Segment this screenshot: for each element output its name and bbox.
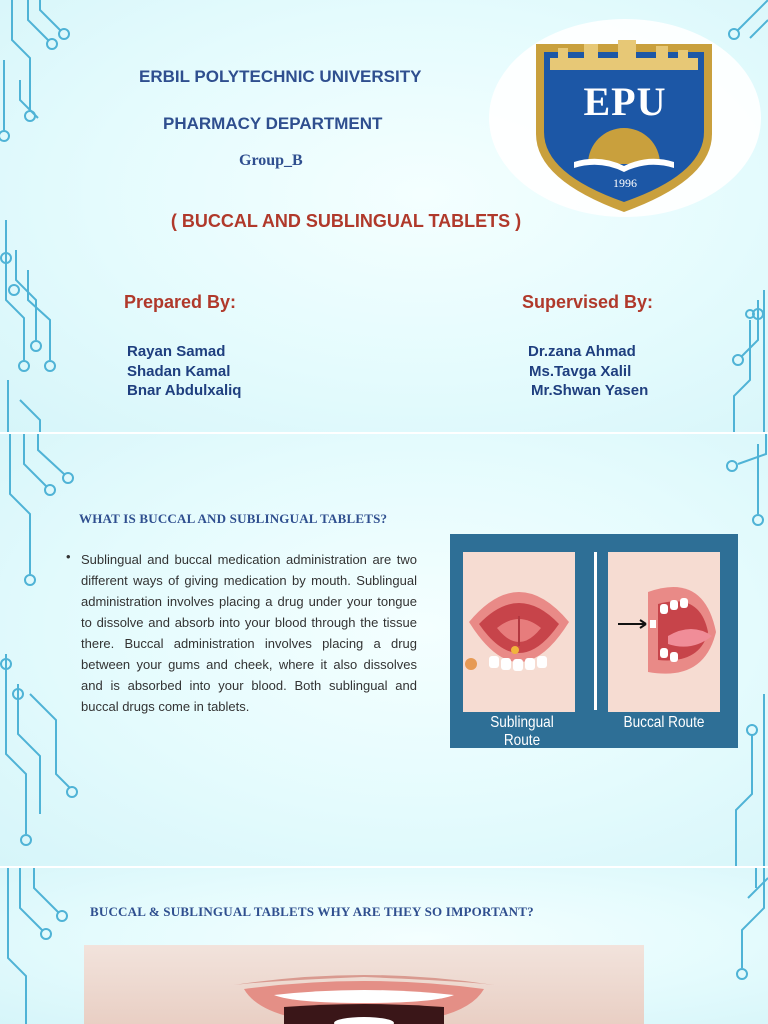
prepared-names-list	[127, 342, 241, 401]
sublingual-mouth-image	[463, 552, 575, 712]
epu-logo	[488, 18, 762, 218]
routes-figure	[450, 534, 738, 748]
definition-paragraph: Sublingual and buccal medication administration are two different ways of giving medication by mouth. Sublingual administration involves placing a drug under your tongue to dissolve and absorb into your blood through the tissue there. Buccal administration involves placing a drug between your gums and cheek, where it also dissolves and is absorbed into your blood. Both sublingual and buccal drugs come in tablets.	[81, 552, 417, 714]
title-slide	[0, 0, 768, 432]
supervised-names-list	[528, 342, 648, 401]
presentation-title: ( BUCCAL AND SUBLINGUAL TABLETS )	[170, 211, 522, 231]
supervisor-name: Mr.Shwan Yasen	[531, 382, 649, 399]
section-heading: BUCCAL & SUBLINGUAL TABLETS WHY ARE THEY SO IMPORTANT?	[90, 904, 534, 919]
section-heading: WHAT IS BUCCAL AND SUBLINGUAL TABLETS?	[79, 511, 388, 526]
tongue-tablet-image	[84, 945, 644, 1024]
buccal-mouth-image	[608, 552, 720, 712]
prepared-name: Shadan Kamal	[127, 362, 231, 380]
sublingual-route-label: Sublingual Route	[490, 714, 554, 749]
definition-paragraph-block	[66, 549, 417, 717]
university-name: ERBIL POLYTECHNIC UNIVERSITY	[139, 67, 422, 86]
supervisor-name: Dr.zana Ahmad	[528, 343, 636, 360]
figure-divider	[594, 552, 597, 710]
supervisor-name: Ms.Tavga Xalil	[529, 362, 632, 380]
circuit-decoration-left	[0, 434, 80, 866]
prepared-name: Rayan Samad	[127, 343, 226, 360]
department-name: PHARMACY DEPARTMENT	[163, 114, 383, 133]
logo-year: 1996	[613, 176, 637, 190]
circuit-decoration-right	[698, 868, 768, 1024]
prepared-name: Bnar Abdulxaliq	[127, 382, 242, 399]
circuit-decoration-left	[0, 868, 70, 1024]
prepared-by-heading: Prepared By:	[124, 292, 237, 312]
definition-slide	[0, 434, 768, 866]
bullet-icon: •	[66, 549, 71, 564]
supervised-by-heading: Supervised By:	[522, 292, 654, 312]
logo-acronym: EPU	[583, 79, 667, 124]
buccal-route-label: Buccal Route	[623, 714, 705, 731]
importance-slide	[0, 868, 768, 1024]
group-label: Group_B	[239, 152, 303, 169]
